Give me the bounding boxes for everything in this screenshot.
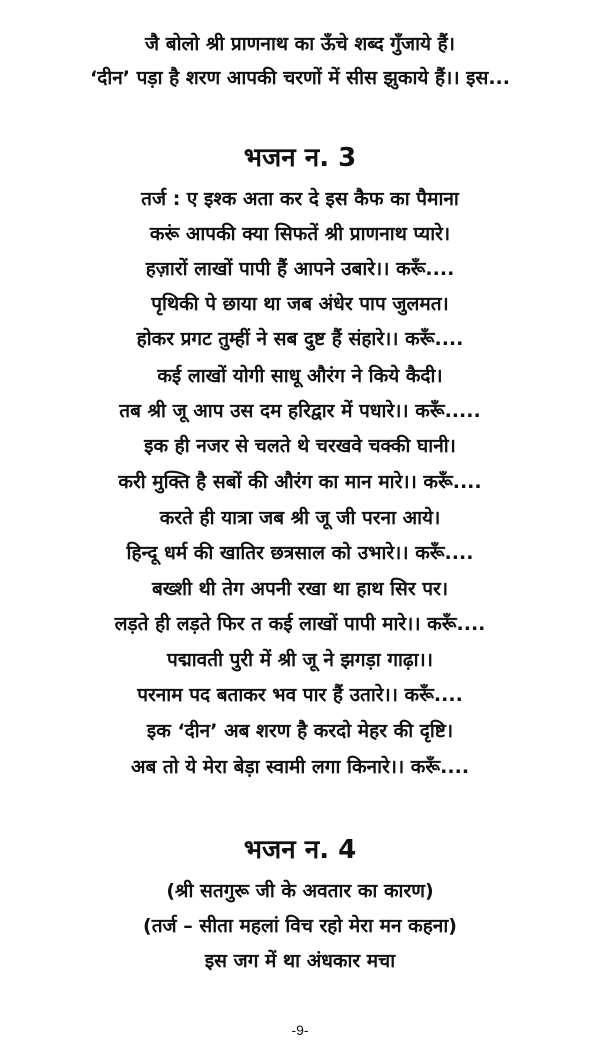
intro-line: ‘दीन’ पड़ा है शरण आपकी चरणों में सीस झुकाये हैं।। इस... (90, 67, 510, 89)
page-number: -9- (291, 1022, 309, 1038)
verse-line: बख्शी थी तेग अपनी रखा था हाथ सिर पर। (151, 578, 449, 600)
verse-line: इस जग में था अंधकार मचा (204, 950, 396, 972)
verse-line: करी मुक्ति है सबों की औरंग का मान मारे।। करूँ.... (118, 471, 482, 493)
verse-line: कई लाखों योगी साधू औरंग ने किये कैदी। (157, 365, 443, 387)
bhajan-4-title: भजन न. 4 (243, 835, 357, 865)
verse-line: हज़ारों लाखों पापी हैं आपने उबारे।। करूँ.... (145, 258, 455, 280)
verse-line: पद्मावती पुरी में श्री जू ने झगड़ा गाढ़ा।। (167, 649, 433, 671)
subtitle-line: (श्री सतगुरू जी के अवतार का कारण) (166, 880, 434, 902)
subtitle-line: (तर्ज – सीता महलां विच रहो मेरा मन कहना) (143, 915, 457, 937)
verse-line: अब तो ये मेरा बेड़ा स्वामी लगा किनारे।। करूँ.... (130, 756, 470, 778)
verse-line: करते ही यात्रा जब श्री जू जी परना आये। (159, 507, 441, 529)
verse-line: लड़ते ही लड़ते फिर त कई लाखों पापी मारे।। करूँ.... (114, 613, 486, 635)
intro-line: जै बोलो श्री प्राणनाथ का ऊँचे शब्द गुँजाये हैं। (145, 33, 455, 55)
verse-line: इक ‘दीन’ अब शरण है करदो मेहर की दृष्टि। (146, 720, 454, 742)
verse-line: परनाम पद बताकर भव पार हैं उतारे।। करूँ.... (137, 684, 463, 706)
verse-line: इक ही नजर से चलते थे चरखवे चक्की घानी। (144, 435, 456, 457)
verse-line: तब श्री जू आप उस दम हरिद्वार में पधारे।। करूँ..... (119, 400, 481, 422)
verse-line: तर्ज : ए इश्क अता कर दे इस कैफ का पैमाना (141, 188, 459, 210)
verse-line: होकर प्रगट तुम्हीं ने सब दुष्ट हैं संहारे।। करूँ.... (136, 328, 464, 350)
verse-line: पृथिकी पे छाया था जब अंधेर पाप जुलमत। (151, 293, 449, 315)
verse-line: हिन्दू धर्म की खातिर छत्रसाल को उभारे।। करूँ.... (126, 542, 474, 564)
bhajan-3-title: भजन न. 3 (243, 143, 357, 173)
verse-line: करूं आपकी क्या सिफतें श्री प्राणनाथ प्यारे। (149, 223, 451, 245)
